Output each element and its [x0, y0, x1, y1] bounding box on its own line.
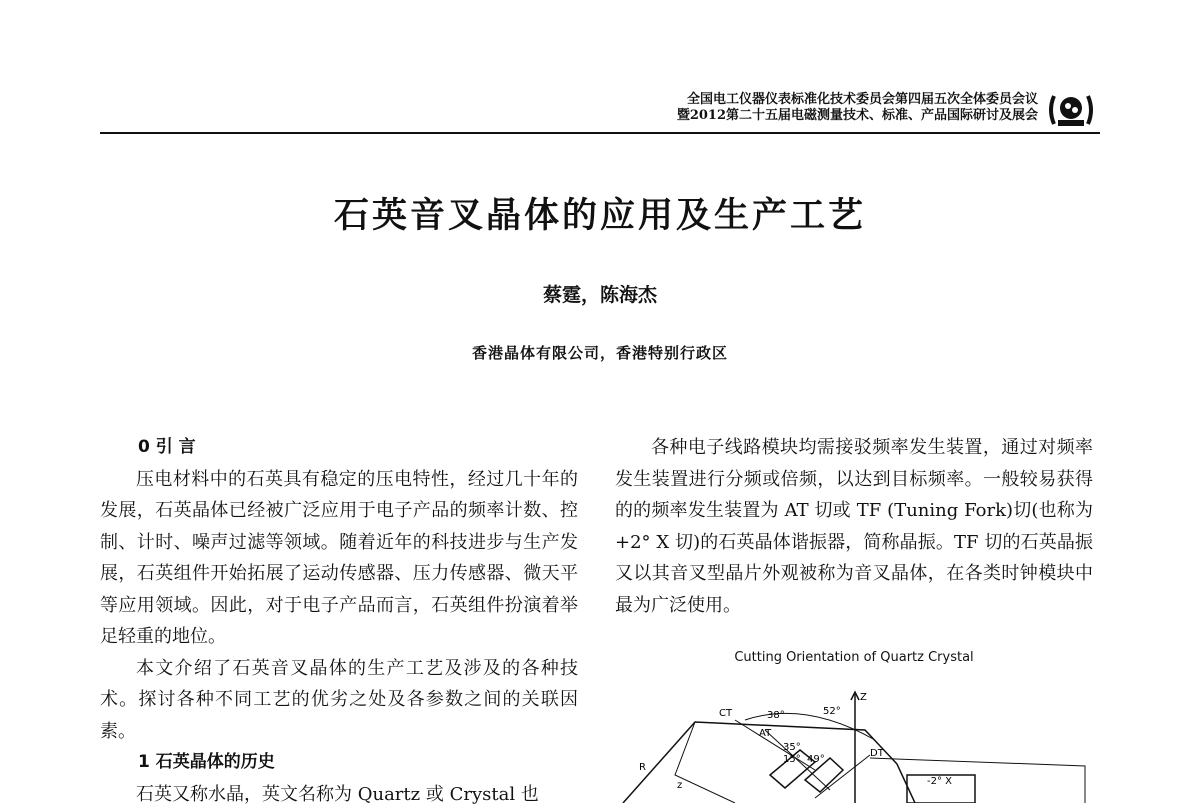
paper-authors: 蔡霆，陈海杰	[0, 280, 1200, 307]
z-axis-label: Z	[860, 692, 867, 703]
tf-angle-label: -2° X	[927, 776, 952, 787]
angle-35-label: 35°	[783, 742, 801, 753]
dt-label: DT	[870, 748, 885, 759]
angle-49-label: 49°	[807, 754, 825, 765]
right-paragraph-1: 各种电子线路模块均需接驳频率发生装置，通过对频率发生装置进行分频或倍频，以达到目标频率。一般较易获得的的频率发生装置为 AT 切或 TF (Tuning Fork)切(也称为 +2° X 切)的石英晶体谐振器，简称晶振。TF 切的石英晶振又以其音叉型晶片外观被称为音叉晶体，在各类时钟模块中最为广泛使用。	[615, 432, 1093, 621]
angle-38-label: 38°	[767, 710, 785, 721]
conference-logo-icon	[1046, 90, 1096, 130]
history-paragraph: 石英又称水晶，英文名称为 Quartz 或 Crystal 也	[100, 779, 578, 810]
right-column	[615, 432, 1093, 621]
quartz-cutting-diagram	[615, 680, 1093, 803]
figure-caption: Cutting Orientation of Quartz Crystal	[615, 650, 1093, 665]
angle-15-label: 15°	[783, 754, 801, 765]
section-1-heading: 1 石英晶体的历史	[100, 747, 578, 779]
at-label: AT	[759, 728, 772, 739]
r-label: R	[639, 762, 646, 773]
intro-paragraph-1: 压电材料中的石英具有稳定的压电特性，经过几十年的发展，石英晶体已经被广泛应用于电子产品的频率计数、控制、计时、噪声过滤等领域。随着近年的科技进步与生产发展，石英组件开始拓展了运动传感器、压力传感器、微天平等应用领域。因此，对于电子产品而言，石英组件扮演着举足轻重的地位。	[100, 464, 578, 653]
header-line-2: 暨2012第二十五届电磁测量技术、标准、产品国际研讨及展会	[677, 108, 1038, 124]
ct-label: CT	[719, 708, 733, 719]
angle-52-label: 52°	[823, 706, 841, 717]
paper-affiliation: 香港晶体有限公司，香港特别行政区	[0, 342, 1200, 363]
conference-header	[677, 92, 1038, 124]
header-line-1: 全国电工仪器仪表标准化技术委员会第四届五次全体委员会议	[677, 92, 1038, 108]
x-plane	[870, 758, 1085, 803]
paper-title: 石英音叉晶体的应用及生产工艺	[0, 188, 1200, 238]
page-header	[100, 90, 1100, 134]
z-face-label: z	[677, 780, 682, 791]
left-column	[100, 432, 578, 810]
intro-paragraph-2: 本文介绍了石英音叉晶体的生产工艺及涉及的各种技术。探讨各种不同工艺的优劣之处及各参数之间的关联因素。	[100, 653, 578, 748]
section-0-heading: 0 引 言	[100, 432, 578, 464]
